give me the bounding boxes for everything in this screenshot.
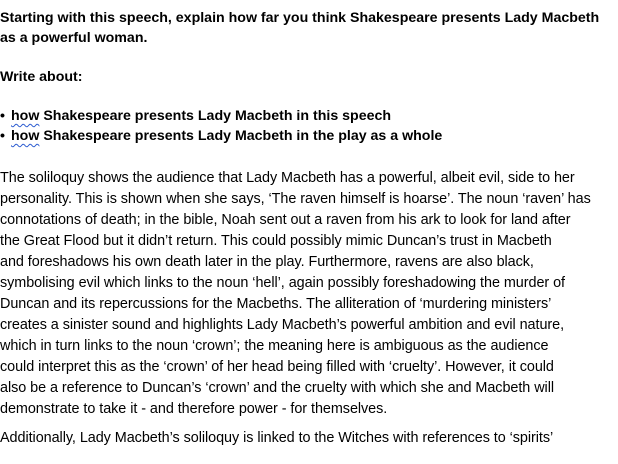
bullet-item-1 [0,106,616,126]
spellcheck-flagged-word[interactable]: how [11,128,40,144]
write-about-heading: Write about: [0,69,83,85]
paragraph-line: Duncan and its repercussions for the Macbeths. The alliteration of ‘murdering ministers’ [0,296,552,312]
paragraph-line: The soliloquy shows the audience that Lady Macbeth has a powerful, albeit evil, side to her [0,170,575,186]
bullet-icon: • [0,108,5,124]
paragraph-line: which in turn links to the noun ‘crown’; the meaning here is ambiguous as the audience [0,338,549,354]
question-line-1: Starting with this speech, explain how far you think Shakespeare presents Lady Macbeth [0,10,600,26]
paragraph-line: personality. This is shown when she says, ‘The raven himself is hoarse’. The noun ‘raven’ has [0,191,591,207]
question-line-2: as a powerful woman. [0,30,148,46]
body-paragraph-2[interactable] [0,428,616,449]
spellcheck-flagged-word[interactable]: how [11,108,40,124]
bullet-text: Shakespeare presents Lady Macbeth in the play as a whole [39,128,443,144]
paragraph-line: the Great Flood but it didn’t return. This could possibly mimic Duncan’s trust in Macbeth [0,233,552,249]
body-paragraph-1[interactable] [0,168,616,420]
bullet-text: Shakespeare presents Lady Macbeth in this speech [39,108,392,124]
paragraph-line: creates a sinister sound and highlights Lady Macbeth’s powerful ambition and evil nature, [0,317,565,333]
document-page[interactable] [0,8,616,449]
paragraph-line: and foreshadows his own death later in the play. Furthermore, ravens are also black, [0,254,534,270]
paragraph-line: demonstrate to take it - and therefore power - for themselves. [0,401,388,417]
paragraph-line: also be a reference to Duncan’s ‘crown’ and the cruelty with which she and Macbeth will [0,380,554,396]
paragraph-line: connotations of death; in the bible, Noah sent out a raven from his ark to look for land after [0,212,571,228]
bullet-item-2 [0,126,616,146]
paragraph-line: Additionally, Lady Macbeth’s soliloquy is linked to the Witches with references to ‘spirits’ [0,430,554,446]
paragraph-line: could interpret this as the ‘crown’ of her head being filled with ‘cruelty’. However, it could [0,359,554,375]
paragraph-line: symbolising evil which links to the noun ‘hell’, again possibly foreshadowing the murder of [0,275,565,291]
bullet-icon: • [0,128,5,144]
